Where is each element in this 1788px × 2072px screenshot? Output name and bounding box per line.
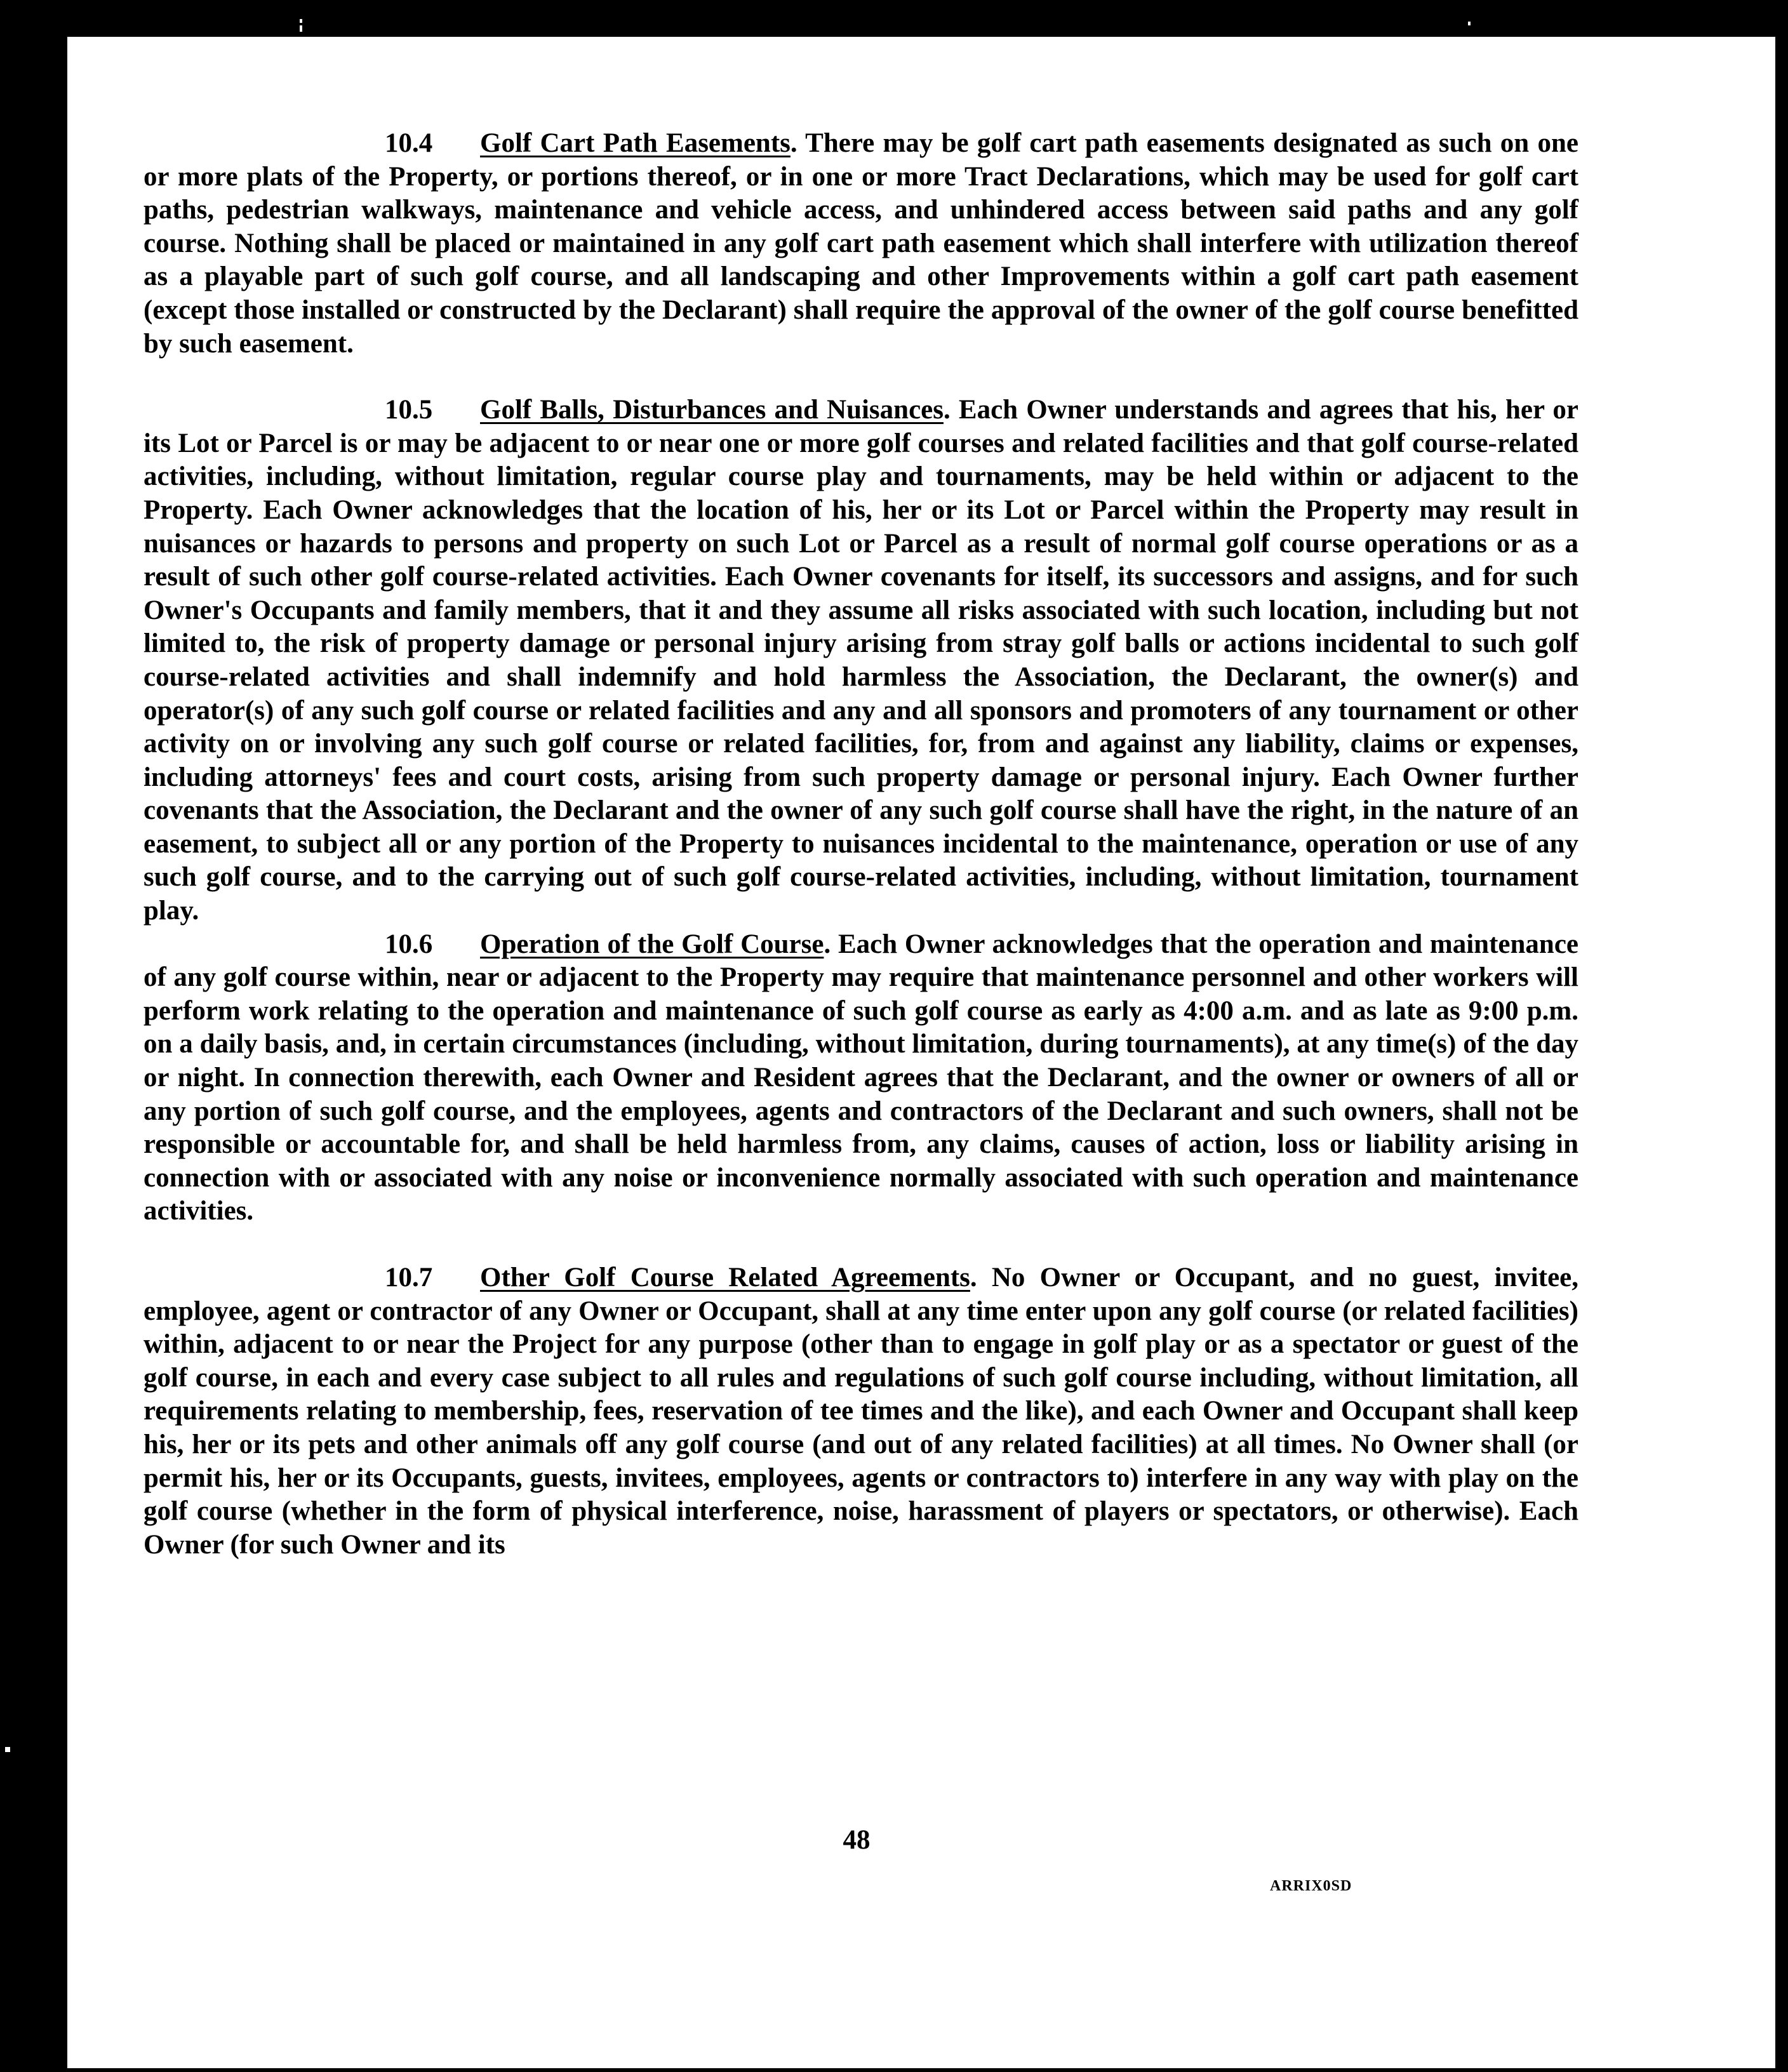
scan-speck: [300, 19, 302, 23]
section-title: Golf Balls, Disturbances and Nuisances: [480, 395, 944, 425]
section-10-7: [143, 1261, 1578, 1562]
section-title: Operation of the Golf Course: [480, 929, 824, 959]
section-number: 10.7: [385, 1263, 433, 1292]
section-text: . No Owner or Occupant, and no guest, invitee, employee, agent or contractor of any Owner or Occupant, shall at any time enter upon any golf course (or related facilities) within, adjacent to or near the Project for any purpose (other than to engage in golf play or as a spectator or guest of the golf course, in each and every case subject to all rules and regulations of such golf course including, without limitation, all requirements relating to membership, fees, reservation of tee times and the like), and each Owner and Occupant shall keep his, her or its pets and other animals off any golf course (and out of any related facilities) at all times. No Owner shall (or permit his, her or its Occupants, guests, invitees, employees, agents or contractors to) interfere in any way with play on the golf course (whether in the form of physical interference, noise, harassment of players or spectators, or otherwise). Each Owner (for such Owner and its: [143, 1263, 1578, 1560]
section-text: . Each Owner acknowledges that the operation and maintenance of any golf course within, near or adjacent to the Property may require that maintenance personnel and other workers will perform work relating to the operation and maintenance of such golf course as early as 4:00 a.m. and as late as 9:00 p.m. on a daily basis, and, in certain circumstances (including, without limitation, during tournaments), at any time(s) of the day or night. In connection therewith, each Owner and Resident agrees that the Declarant, and the owner or owners of all or any portion of such golf course, and the employees, agents and contractors of the Declarant and such owners, shall not be responsible or accountable for, and shall be held harmless from, any claims, causes of action, loss or liability arising in connection with or associated with any noise or inconvenience normally associated with such operation and maintenance activities.: [143, 929, 1579, 1226]
page-number: 48: [843, 1825, 871, 1855]
section-title: Golf Cart Path Easements: [480, 128, 791, 158]
scan-speck: [5, 1747, 10, 1752]
document-body: [143, 127, 1578, 1562]
scan-speck: [300, 25, 302, 32]
section-10-6: [143, 928, 1578, 1228]
section-10-5: [143, 394, 1578, 928]
section-number: 10.6: [385, 929, 433, 959]
section-number: 10.5: [385, 395, 433, 425]
section-text: . Each Owner understands and agrees that his, her or its Lot or Parcel is or may be adjacent to or near one or more golf courses and related facilities and that golf course-related activities, including, without limitation, regular course play and tournaments, may be held within or adjacent to the Property. Each Owner acknowledges that the location of his, her or its Lot or Parcel within the Property may result in nuisances or hazards to persons and property on such Lot or Parcel as a result of normal golf course operations or as a result of such other golf course-related activities. Each Owner covenants for itself, its successors and assigns, and for such Owner's Occupants and family members, that it and they assume all risks associated with such location, including but not limited to, the risk of property damage or personal injury arising from stray golf balls or actions incidental to such golf course-related activities and shall indemnify and hold harmless the Association, the Declarant, the owner(s) and operator(s) of any such golf course or related facilities and any and all sponsors and promoters of any tournament or other activity on or involving any such golf course or related facilities, for, from and against any liability, claims or expenses, including attorneys' fees and court costs, arising from such property damage or personal injury. Each Owner further covenants that the Association, the Declarant and the owner of any such golf course shall have the right, in the nature of an easement, to subject all or any portion of the Property to nuisances incidental to the maintenance, operation or use of any such golf course, and to the carrying out of such golf course-related activities, including, without limitation, tournament play.: [143, 395, 1578, 926]
section-text: . There may be golf cart path easements designated as such on one or more plats of the Property, or portions thereof, or in one or more Tract Declarations, which may be used for golf cart paths, pedestrian walkways, maintenance and vehicle access, and unhindered access between said paths and any golf course. Nothing shall be placed or maintained in any golf cart path easement which shall interfere with utilization thereof as a playable part of such golf course, and all landscaping and other Improvements within a golf cart path easement (except those installed or constructed by the Declarant) shall require the approval of the owner of the golf course benefitted by such easement.: [143, 128, 1579, 359]
section-title: Other Golf Course Related Agreements: [480, 1263, 970, 1292]
document-code: ARRIX0SD: [1270, 1878, 1352, 1894]
scan-speck: [1468, 22, 1471, 25]
section-10-4: [143, 127, 1578, 361]
section-number: 10.4: [385, 128, 433, 158]
